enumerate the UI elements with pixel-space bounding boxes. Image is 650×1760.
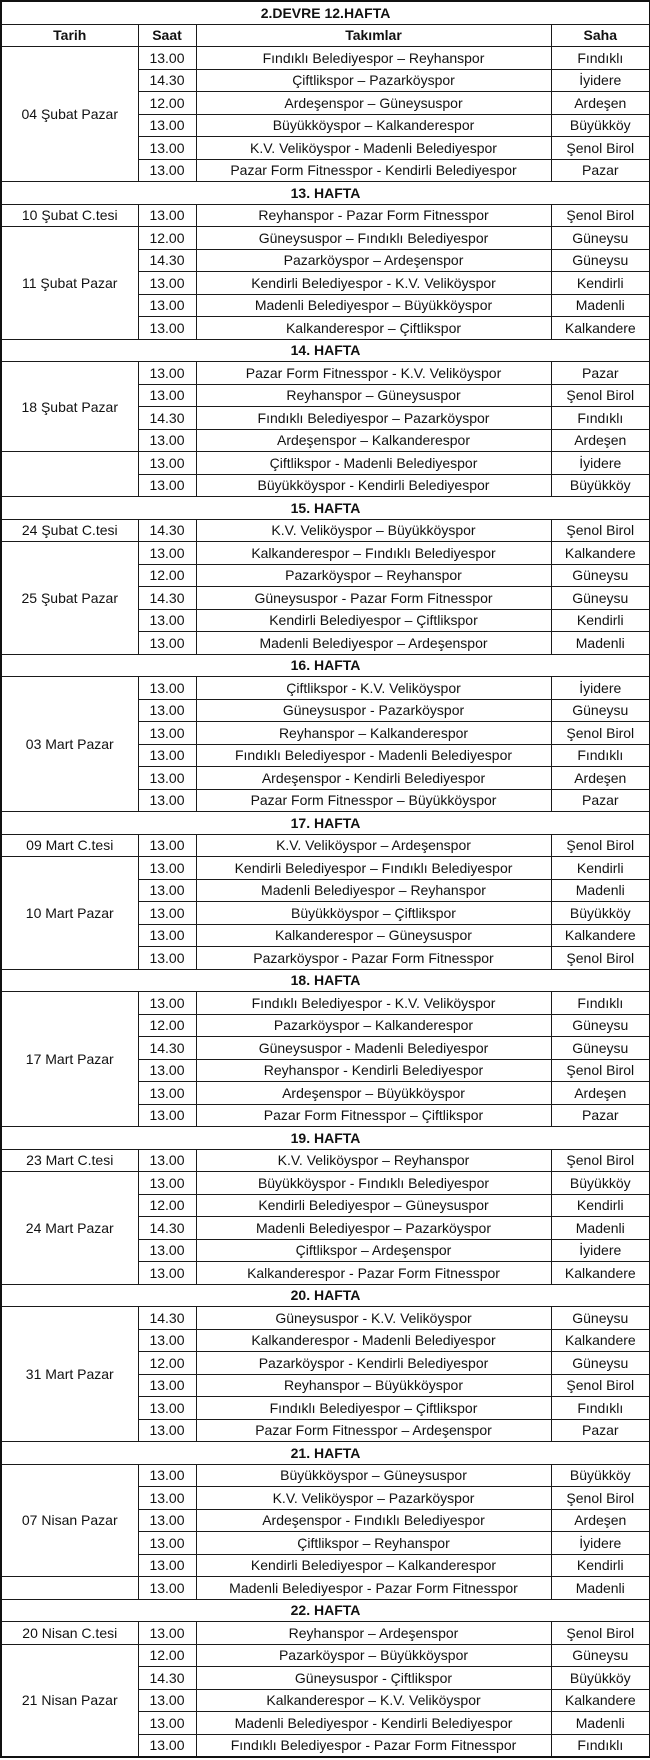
match-venue: İyidere (551, 69, 650, 92)
match-venue: Şenol Birol (551, 1487, 650, 1510)
match-venue: Ardeşen (551, 767, 650, 790)
match-teams: Kalkanderespor - Pazar Form Fitnesspor (196, 1262, 551, 1285)
match-venue: Şenol Birol (551, 1149, 650, 1172)
match-teams: Büyükköyspor – Kalkanderespor (196, 114, 551, 137)
match-time: 13.00 (138, 542, 196, 565)
match-time: 13.00 (138, 384, 196, 407)
match-time: 14.30 (138, 1307, 196, 1330)
match-teams: Kendirli Belediyespor – Çiftlikspor (196, 609, 551, 632)
match-row (1, 1644, 650, 1667)
match-teams: Büyükköyspor – Çiftlikspor (196, 902, 551, 925)
match-venue: Güneysu (551, 227, 650, 250)
match-time: 13.00 (138, 1172, 196, 1195)
match-date: 03 Mart Pazar (1, 677, 138, 812)
match-time: 12.00 (138, 92, 196, 115)
match-venue: Kalkandere (551, 1329, 650, 1352)
match-date: 17 Mart Pazar (1, 992, 138, 1127)
match-teams: Madenli Belediyespor – Ardeşenspor (196, 632, 551, 655)
match-teams: Madenli Belediyespor - Kendirli Belediyespor (196, 1712, 551, 1735)
match-row (1, 1149, 650, 1172)
match-venue: Şenol Birol (551, 1374, 650, 1397)
match-time: 13.00 (138, 1104, 196, 1127)
match-time: 13.00 (138, 767, 196, 790)
match-venue: Şenol Birol (551, 947, 650, 970)
match-row (1, 834, 650, 857)
match-teams: K.V. Veliköyspor – Pazarköyspor (196, 1487, 551, 1510)
match-time: 13.00 (138, 317, 196, 340)
match-teams: Çiftlikspor – Reyhanspor (196, 1532, 551, 1555)
match-venue: Büyükköy (551, 1667, 650, 1690)
match-time: 12.00 (138, 1194, 196, 1217)
match-date: 04 Şubat Pazar (1, 47, 138, 182)
match-teams: Fındıklı Belediyespor - Madenli Belediyespor (196, 744, 551, 767)
column-header-row (1, 24, 650, 47)
match-venue: Kalkandere (551, 1262, 650, 1285)
match-time: 13.00 (138, 609, 196, 632)
match-time: 13.00 (138, 924, 196, 947)
match-date (1, 1577, 138, 1600)
match-teams: Reyhanspor – Güneysuspor (196, 384, 551, 407)
match-date: 23 Mart C.tesi (1, 1149, 138, 1172)
week-label: 13. HAFTA (1, 182, 650, 205)
week-label: 20. HAFTA (1, 1284, 650, 1307)
week-header-row (1, 812, 650, 835)
match-teams: Kendirli Belediyespor – Fındıklı Belediyespor (196, 857, 551, 880)
match-time: 12.00 (138, 227, 196, 250)
match-time: 12.00 (138, 1014, 196, 1037)
match-row (1, 519, 650, 542)
match-venue: Pazar (551, 789, 650, 812)
match-row (1, 1577, 650, 1600)
match-time: 13.00 (138, 677, 196, 700)
match-teams: Reyhanspor – Ardeşenspor (196, 1622, 551, 1645)
match-time: 13.00 (138, 137, 196, 160)
match-teams: Ardeşenspor - Kendirli Belediyespor (196, 767, 551, 790)
match-teams: Pazar Form Fitnesspor - Kendirli Belediyespor (196, 159, 551, 182)
match-row (1, 992, 650, 1015)
column-header-teams: Takımlar (196, 24, 551, 47)
match-time: 13.00 (138, 1622, 196, 1645)
match-time: 13.00 (138, 902, 196, 925)
match-date: 31 Mart Pazar (1, 1307, 138, 1442)
match-time: 13.00 (138, 1712, 196, 1735)
match-venue: Madenli (551, 1217, 650, 1240)
match-time: 14.30 (138, 69, 196, 92)
fixture-body (1, 47, 650, 1758)
match-venue: Pazar (551, 1419, 650, 1442)
match-teams: Pazarköyspor – Büyükköyspor (196, 1644, 551, 1667)
week-header-row (1, 969, 650, 992)
match-date: 07 Nisan Pazar (1, 1464, 138, 1577)
match-teams: Güneysuspor - Çiftlikspor (196, 1667, 551, 1690)
match-row (1, 1464, 650, 1487)
match-teams: Büyükköyspor - Fındıklı Belediyespor (196, 1172, 551, 1195)
match-venue: Pazar (551, 362, 650, 385)
match-teams: Fındıklı Belediyespor – Pazarköyspor (196, 407, 551, 430)
match-date: 18 Şubat Pazar (1, 362, 138, 452)
match-teams: Güneysuspor - Madenli Belediyespor (196, 1037, 551, 1060)
week-label: 18. HAFTA (1, 969, 650, 992)
match-time: 12.00 (138, 1352, 196, 1375)
match-row (1, 47, 650, 70)
match-teams: Pazarköyspor - Pazar Form Fitnesspor (196, 947, 551, 970)
match-venue: Güneysu (551, 1014, 650, 1037)
match-teams: Fındıklı Belediyespor – Çiftlikspor (196, 1397, 551, 1420)
match-time: 13.00 (138, 114, 196, 137)
match-venue: Şenol Birol (551, 204, 650, 227)
match-date: 20 Nisan C.tesi (1, 1622, 138, 1645)
match-teams: Büyükköyspor - Kendirli Belediyespor (196, 474, 551, 497)
match-venue: Şenol Birol (551, 519, 650, 542)
match-venue: Büyükköy (551, 902, 650, 925)
match-teams: Reyhanspor – Kalkanderespor (196, 722, 551, 745)
match-time: 13.00 (138, 947, 196, 970)
match-date: 24 Mart Pazar (1, 1172, 138, 1285)
match-teams: Kalkanderespor - Madenli Belediyespor (196, 1329, 551, 1352)
match-time: 13.00 (138, 744, 196, 767)
match-time: 13.00 (138, 429, 196, 452)
match-venue: Güneysu (551, 249, 650, 272)
week-header-row (1, 1127, 650, 1150)
match-venue: Şenol Birol (551, 137, 650, 160)
match-teams: Kalkanderespor – K.V. Veliköyspor (196, 1689, 551, 1712)
match-time: 13.00 (138, 1149, 196, 1172)
match-venue: Güneysu (551, 564, 650, 587)
match-teams: Kendirli Belediyespor - K.V. Veliköyspor (196, 272, 551, 295)
match-time: 13.00 (138, 1262, 196, 1285)
match-time: 13.00 (138, 1464, 196, 1487)
match-date: 21 Nisan Pazar (1, 1644, 138, 1757)
column-header-venue: Saha (551, 24, 650, 47)
match-row (1, 857, 650, 880)
match-time: 13.00 (138, 159, 196, 182)
match-venue: İyidere (551, 1532, 650, 1555)
match-teams: Fındıklı Belediyespor - Pazar Form Fitnesspor (196, 1734, 551, 1757)
match-time: 13.00 (138, 362, 196, 385)
match-teams: Pazar Form Fitnesspor – Çiftlikspor (196, 1104, 551, 1127)
title-row (1, 1, 650, 24)
match-venue: Büyükköy (551, 474, 650, 497)
match-teams: Ardeşenspor – Büyükköyspor (196, 1082, 551, 1105)
match-teams: K.V. Veliköyspor – Ardeşenspor (196, 834, 551, 857)
match-venue: Şenol Birol (551, 1059, 650, 1082)
match-teams: K.V. Veliköyspor - Madenli Belediyespor (196, 137, 551, 160)
week-header-row (1, 182, 650, 205)
match-time: 13.00 (138, 294, 196, 317)
match-teams: Kendirli Belediyespor – Kalkanderespor (196, 1554, 551, 1577)
week-label: 19. HAFTA (1, 1127, 650, 1150)
match-time: 12.00 (138, 564, 196, 587)
match-venue: İyidere (551, 1239, 650, 1262)
match-venue: Fındıklı (551, 992, 650, 1015)
match-row (1, 1307, 650, 1330)
match-time: 14.30 (138, 249, 196, 272)
match-date: 10 Şubat C.tesi (1, 204, 138, 227)
match-venue: Fındıklı (551, 1734, 650, 1757)
match-venue: Güneysu (551, 1352, 650, 1375)
match-venue: Güneysu (551, 699, 650, 722)
match-teams: Madenli Belediyespor - Pazar Form Fitnesspor (196, 1577, 551, 1600)
week-header-row (1, 1599, 650, 1622)
match-teams: Ardeşenspor – Güneysuspor (196, 92, 551, 115)
match-venue: Madenli (551, 294, 650, 317)
match-time: 13.00 (138, 47, 196, 70)
match-time: 14.30 (138, 587, 196, 610)
match-time: 13.00 (138, 789, 196, 812)
match-time: 13.00 (138, 1689, 196, 1712)
match-venue: Güneysu (551, 1307, 650, 1330)
week-label: 16. HAFTA (1, 654, 650, 677)
match-time: 13.00 (138, 1554, 196, 1577)
match-time: 13.00 (138, 1509, 196, 1532)
match-venue: Fındıklı (551, 47, 650, 70)
match-teams: Fındıklı Belediyespor – Reyhanspor (196, 47, 551, 70)
match-venue: İyidere (551, 452, 650, 475)
match-venue: Pazar (551, 1104, 650, 1127)
match-venue: Güneysu (551, 1037, 650, 1060)
match-teams: Güneysuspor – Fındıklı Belediyespor (196, 227, 551, 250)
match-time: 13.00 (138, 699, 196, 722)
match-teams: Ardeşenspor – Kalkanderespor (196, 429, 551, 452)
match-time: 13.00 (138, 879, 196, 902)
match-teams: Güneysuspor - K.V. Veliköyspor (196, 1307, 551, 1330)
match-time: 14.30 (138, 1667, 196, 1690)
match-row (1, 362, 650, 385)
match-teams: Güneysuspor - Pazarköyspor (196, 699, 551, 722)
match-date: 11 Şubat Pazar (1, 227, 138, 340)
week-label: 22. HAFTA (1, 1599, 650, 1622)
match-time: 13.00 (138, 452, 196, 475)
match-teams: Pazar Form Fitnesspor – Ardeşenspor (196, 1419, 551, 1442)
week-header-row (1, 654, 650, 677)
match-venue: Büyükköy (551, 1464, 650, 1487)
match-venue: İyidere (551, 677, 650, 700)
match-teams: K.V. Veliköyspor – Reyhanspor (196, 1149, 551, 1172)
match-row (1, 1622, 650, 1645)
match-teams: Büyükköyspor – Güneysuspor (196, 1464, 551, 1487)
match-teams: Fındıklı Belediyespor - K.V. Veliköyspor (196, 992, 551, 1015)
match-time: 13.00 (138, 204, 196, 227)
week-header-row (1, 1442, 650, 1465)
match-teams: Madenli Belediyespor – Reyhanspor (196, 879, 551, 902)
match-venue: Kalkandere (551, 1689, 650, 1712)
match-venue: Kalkandere (551, 924, 650, 947)
match-teams: Kalkanderespor – Güneysuspor (196, 924, 551, 947)
match-teams: Reyhanspor - Kendirli Belediyespor (196, 1059, 551, 1082)
match-date: 09 Mart C.tesi (1, 834, 138, 857)
match-time: 13.00 (138, 1374, 196, 1397)
match-time: 13.00 (138, 992, 196, 1015)
match-teams: Madenli Belediyespor – Pazarköyspor (196, 1217, 551, 1240)
match-time: 12.00 (138, 1644, 196, 1667)
match-row (1, 677, 650, 700)
match-time: 14.30 (138, 1037, 196, 1060)
match-time: 13.00 (138, 1239, 196, 1262)
match-venue: Madenli (551, 879, 650, 902)
match-teams: Çiftlikspor - K.V. Veliköyspor (196, 677, 551, 700)
match-venue: Kendirli (551, 272, 650, 295)
match-time: 13.00 (138, 1419, 196, 1442)
match-venue: Fındıklı (551, 1397, 650, 1420)
match-row (1, 227, 650, 250)
match-time: 13.00 (138, 722, 196, 745)
match-row (1, 452, 650, 475)
match-venue: Kendirli (551, 857, 650, 880)
match-teams: Pazar Form Fitnesspor - K.V. Veliköyspor (196, 362, 551, 385)
match-time: 13.00 (138, 1577, 196, 1600)
week-header-row (1, 339, 650, 362)
match-teams: Madenli Belediyespor – Büyükköyspor (196, 294, 551, 317)
match-venue: Kendirli (551, 609, 650, 632)
match-venue: Madenli (551, 1712, 650, 1735)
match-teams: Çiftlikspor – Pazarköyspor (196, 69, 551, 92)
match-venue: Şenol Birol (551, 1622, 650, 1645)
match-row (1, 1172, 650, 1195)
match-time: 13.00 (138, 1082, 196, 1105)
match-venue: Pazar (551, 159, 650, 182)
match-venue: Büyükköy (551, 114, 650, 137)
match-teams: Pazarköyspor – Ardeşenspor (196, 249, 551, 272)
match-teams: Pazar Form Fitnesspor – Büyükköyspor (196, 789, 551, 812)
match-venue: Ardeşen (551, 429, 650, 452)
match-time: 13.00 (138, 857, 196, 880)
match-time: 13.00 (138, 272, 196, 295)
match-venue: Kendirli (551, 1554, 650, 1577)
match-teams: Pazarköyspor - Kendirli Belediyespor (196, 1352, 551, 1375)
match-date: 25 Şubat Pazar (1, 542, 138, 655)
match-teams: K.V. Veliköyspor – Büyükköyspor (196, 519, 551, 542)
match-venue: Büyükköy (551, 1172, 650, 1195)
column-header-date: Tarih (1, 24, 138, 47)
match-venue: Fındıklı (551, 407, 650, 430)
match-row (1, 204, 650, 227)
match-venue: Güneysu (551, 1644, 650, 1667)
match-teams: Ardeşenspor - Fındıklı Belediyespor (196, 1509, 551, 1532)
week-label: 17. HAFTA (1, 812, 650, 835)
match-date: 24 Şubat C.tesi (1, 519, 138, 542)
match-teams: Reyhanspor - Pazar Form Fitnesspor (196, 204, 551, 227)
match-teams: Pazarköyspor – Kalkanderespor (196, 1014, 551, 1037)
match-venue: Ardeşen (551, 92, 650, 115)
match-venue: Ardeşen (551, 1509, 650, 1532)
match-venue: Kalkandere (551, 317, 650, 340)
match-venue: Ardeşen (551, 1082, 650, 1105)
match-venue: Güneysu (551, 587, 650, 610)
match-time: 13.00 (138, 1734, 196, 1757)
match-teams: Çiftlikspor – Ardeşenspor (196, 1239, 551, 1262)
week-label: 14. HAFTA (1, 339, 650, 362)
match-venue: Fındıklı (551, 744, 650, 767)
match-time: 14.30 (138, 407, 196, 430)
week-header-row (1, 1284, 650, 1307)
column-header-time: Saat (138, 24, 196, 47)
match-venue: Madenli (551, 1577, 650, 1600)
match-time: 14.30 (138, 519, 196, 542)
match-date: 10 Mart Pazar (1, 857, 138, 970)
match-time: 13.00 (138, 1397, 196, 1420)
match-time: 13.00 (138, 1487, 196, 1510)
match-time: 13.00 (138, 1059, 196, 1082)
match-venue: Kendirli (551, 1194, 650, 1217)
match-date (1, 452, 138, 497)
match-row (1, 542, 650, 565)
match-time: 13.00 (138, 1532, 196, 1555)
match-venue: Kalkandere (551, 542, 650, 565)
match-time: 13.00 (138, 1329, 196, 1352)
match-venue: Şenol Birol (551, 722, 650, 745)
match-teams: Kendirli Belediyespor – Güneysuspor (196, 1194, 551, 1217)
match-venue: Madenli (551, 632, 650, 655)
table-title: 2.DEVRE 12.HAFTA (1, 1, 650, 24)
week-label: 15. HAFTA (1, 497, 650, 520)
match-teams: Çiftlikspor - Madenli Belediyespor (196, 452, 551, 475)
match-teams: Reyhanspor – Büyükköyspor (196, 1374, 551, 1397)
match-time: 13.00 (138, 632, 196, 655)
match-venue: Şenol Birol (551, 834, 650, 857)
match-teams: Kalkanderespor – Çiftlikspor (196, 317, 551, 340)
week-header-row (1, 497, 650, 520)
match-time: 13.00 (138, 474, 196, 497)
week-label: 21. HAFTA (1, 1442, 650, 1465)
match-venue: Şenol Birol (551, 384, 650, 407)
match-time: 13.00 (138, 834, 196, 857)
match-teams: Kalkanderespor – Fındıklı Belediyespor (196, 542, 551, 565)
match-teams: Pazarköyspor – Reyhanspor (196, 564, 551, 587)
match-time: 14.30 (138, 1217, 196, 1240)
match-teams: Güneysuspor - Pazar Form Fitnesspor (196, 587, 551, 610)
